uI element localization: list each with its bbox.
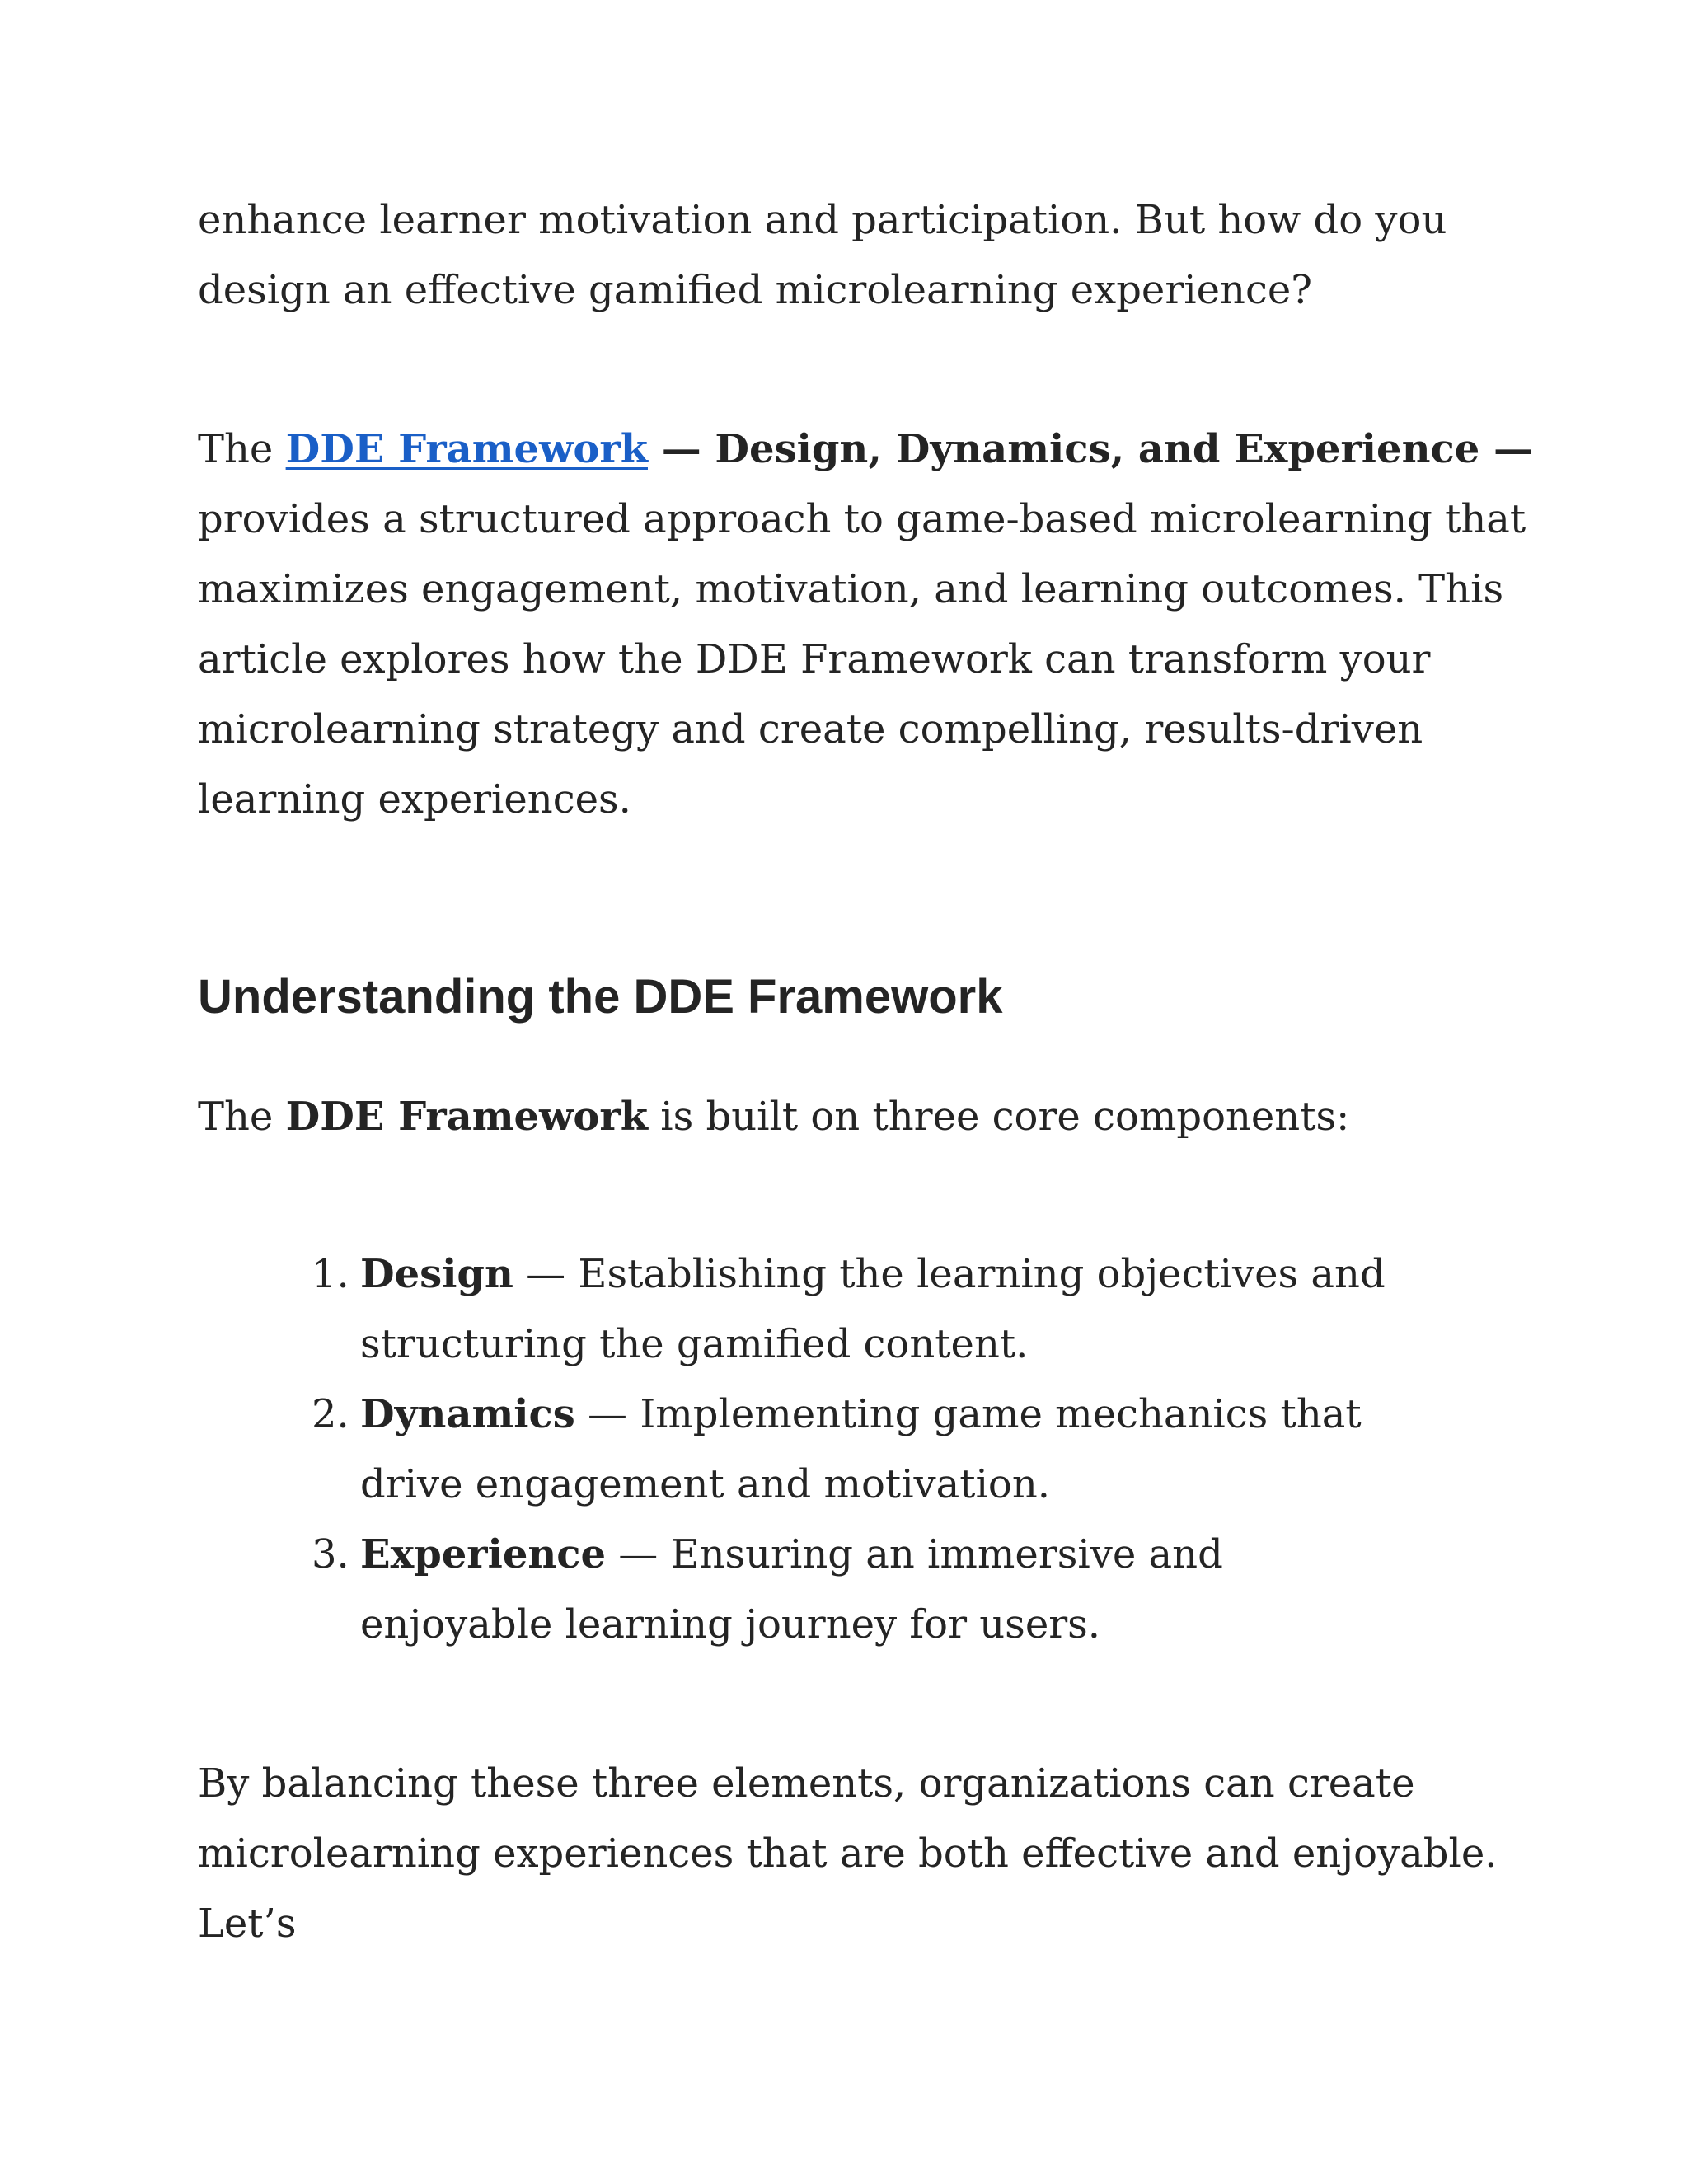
section-heading: Understanding the DDE Framework bbox=[198, 970, 1003, 1024]
list-item-term: Experience bbox=[360, 1531, 607, 1577]
list-item-experience bbox=[198, 1520, 1399, 1660]
paragraph-rest: provides a structured approach to game-based microlearning that maximizes engagement, motivation, and learning outcomes. This article explores how the DDE Framework can transform your microlearning strategy and create compelling, results-driven learning experiences. bbox=[198, 496, 1526, 823]
framework-bold-text: DDE Framework bbox=[285, 1094, 648, 1140]
list-item-term: Design bbox=[360, 1251, 513, 1297]
list-item-term: Dynamics bbox=[360, 1391, 575, 1437]
components-bold-text: Design, Dynamics, and Experience bbox=[715, 426, 1480, 472]
closing-paragraph bbox=[198, 1749, 1533, 1959]
dash-open: — bbox=[647, 426, 715, 472]
dde-framework-link[interactable]: DDE Framework bbox=[285, 426, 648, 472]
closing-text: By balancing these three elements, organizations can create microlearning experiences that are both effective and enjoyable. Let’s bbox=[198, 1760, 1498, 1947]
intro-text: enhance learner motivation and participation. But how do you design an effective gamified microlearning experience? bbox=[198, 197, 1447, 313]
list-item-number: 1. bbox=[312, 1251, 349, 1297]
components-list bbox=[198, 1240, 1533, 1660]
list-item-number: 3. bbox=[312, 1531, 349, 1577]
list-item-description: — Ensuring an immersive and enjoyable learning journey for users. bbox=[360, 1531, 1223, 1647]
dde-intro-paragraph bbox=[198, 415, 1533, 835]
list-item-dynamics bbox=[198, 1380, 1399, 1520]
paragraph-rest: is built on three core components: bbox=[647, 1094, 1350, 1140]
components-intro-paragraph bbox=[198, 1082, 1533, 1152]
list-item-description: — Establishing the learning objectives and structuring the gamified content. bbox=[360, 1251, 1386, 1367]
list-item-design bbox=[198, 1240, 1399, 1380]
paragraph-lead: The bbox=[198, 426, 286, 472]
list-item-description: — Implementing game mechanics that drive engagement and motivation. bbox=[360, 1391, 1362, 1507]
intro-paragraph-tail bbox=[198, 185, 1533, 326]
paragraph-lead: The bbox=[198, 1094, 286, 1140]
list-item-number: 2. bbox=[312, 1391, 349, 1437]
dash-close: — bbox=[1479, 426, 1533, 472]
